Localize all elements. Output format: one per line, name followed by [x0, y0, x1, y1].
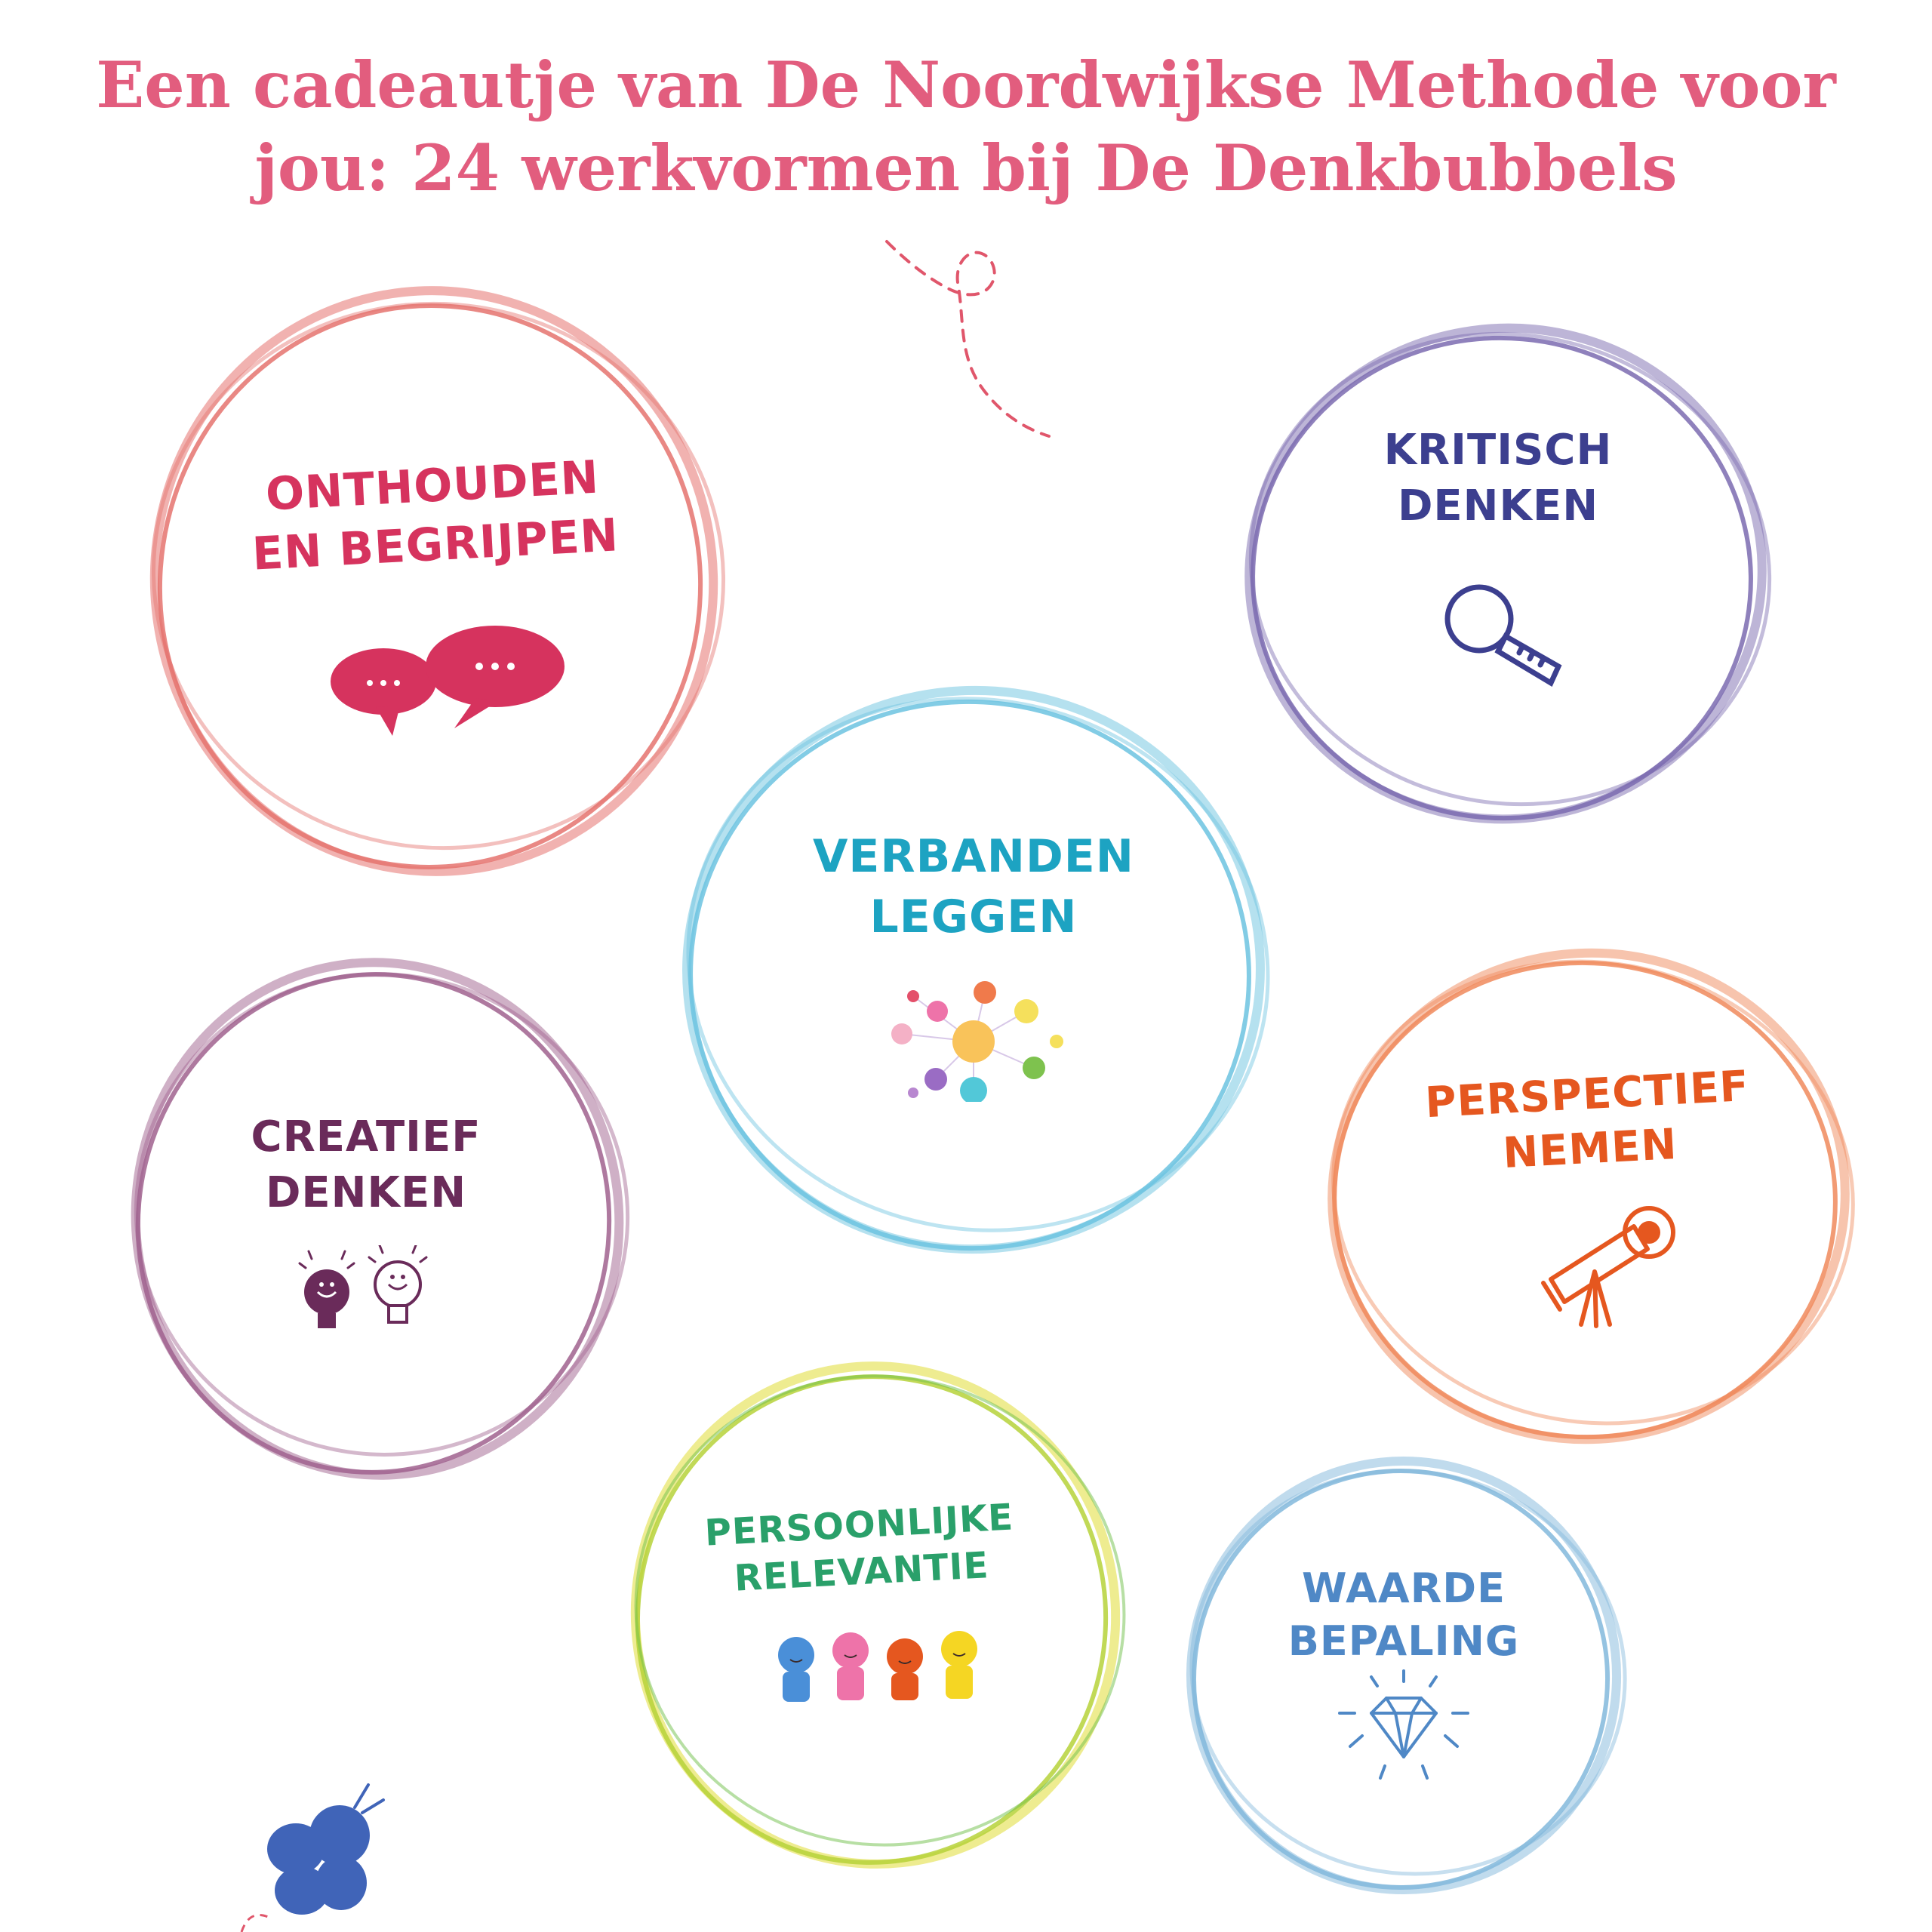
bubble-label-line-2: DENKEN: [1397, 481, 1599, 531]
bubble-label-line-2: RELEVANTIE: [733, 1544, 990, 1600]
page-title-line-1: Een cadeautje van De Noordwijkse Methode voor: [96, 48, 1836, 122]
bubble-label-line-1: WAARDE: [1301, 1564, 1506, 1612]
page-title-line-2: jou: 24 werkvormen bij De Denkbubbels: [254, 131, 1678, 205]
bubble-label-line-2: EN BEGRIJPEN: [251, 509, 620, 581]
bubble-label-line-1: KRITISCH: [1383, 426, 1613, 475]
bubble-label-line-1: ONTHOUDEN: [264, 451, 601, 521]
bubble-label-line-1: CREATIEF: [251, 1112, 481, 1161]
bubble-label-line-1: PERSPECTIEF: [1423, 1061, 1751, 1128]
bubble-label-line-2: DENKEN: [265, 1168, 467, 1217]
bubble-label-line-1: PERSOONLIJKE: [703, 1496, 1015, 1555]
bubble-label-line-2: BEPALING: [1287, 1617, 1520, 1665]
bubble-label-line-1: VERBANDEN: [812, 830, 1134, 883]
bubble-label-line-2: LEGGEN: [869, 891, 1078, 943]
bubble-label-line-2: NEMEN: [1501, 1119, 1678, 1178]
